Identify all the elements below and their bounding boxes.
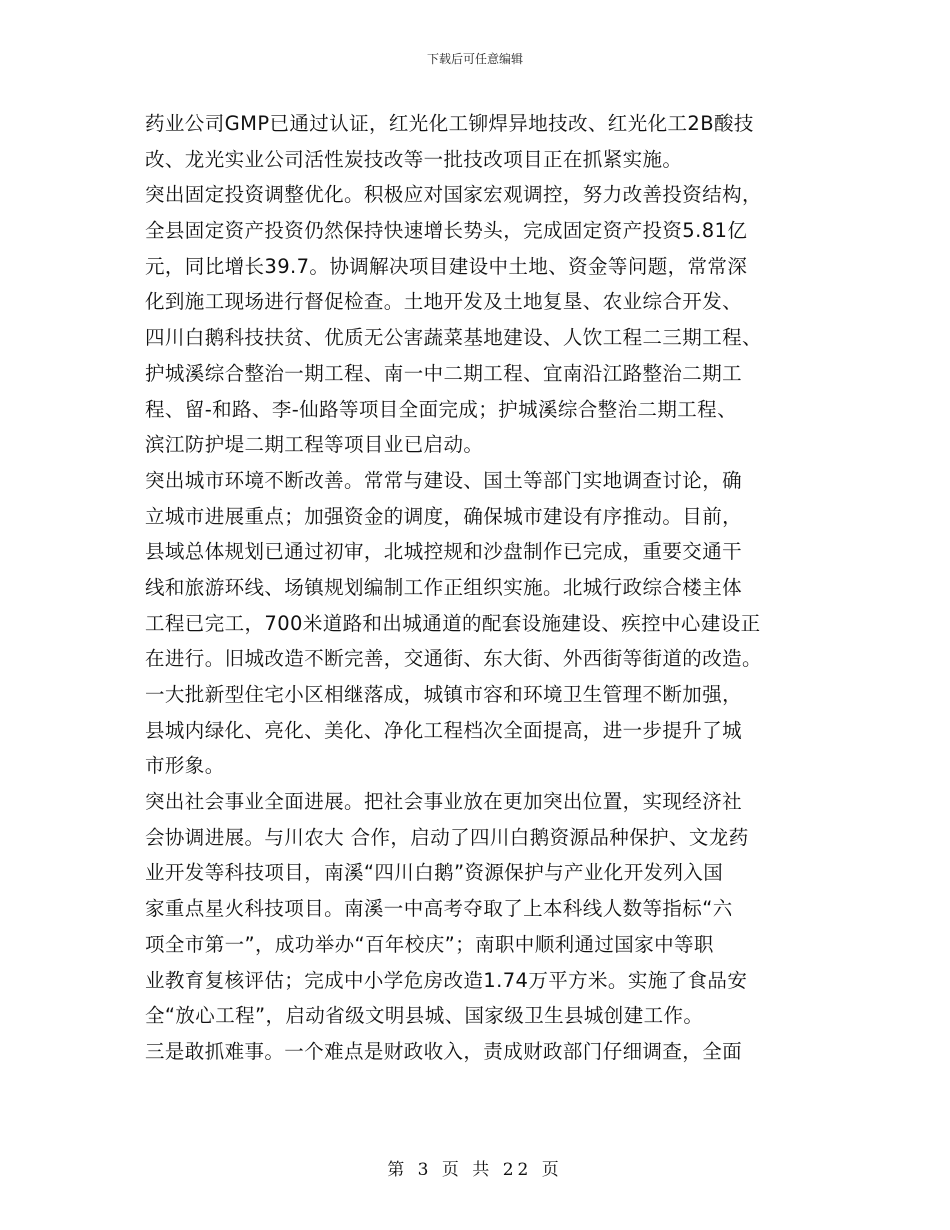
- text-line: 会协调进展。与川农大 合作，启动了四川白鹅资源品种保护、文龙药: [145, 825, 749, 849]
- page-number-footer: 第 3 页 共 22 页: [387, 1160, 563, 1180]
- text-line: 改、龙光实业公司活性炭技改等一批技改项目正在抓紧实施。: [145, 147, 683, 171]
- text-line: 在进行。旧城改造不断完善，交通街、东大街、外西街等街道的改造。: [145, 647, 762, 671]
- text-line: 药业公司GMP已通过认证，红光化工铆焊异地技改、红光化工2B酸技: [145, 112, 754, 135]
- text-line: 化到施工现场进行督促检查。土地开发及土地复垦、农业综合开发、: [145, 290, 743, 314]
- text-line: 立城市进展重点；加强资金的调度，确保城市建设有序推动。目前，: [145, 504, 743, 528]
- text-line: 全县固定资产投资仍然保持快速增长势头，完成固定资产投资5.81亿: [145, 219, 748, 243]
- text-line: 护城溪综合整治一期工程、南一中二期工程、宜南沿江路整治二期工: [145, 361, 743, 385]
- text-line: 程、留-和路、李-仙路等项目全面完成；护城溪综合整治二期工程、: [145, 397, 737, 421]
- text-line: 县域总体规划已通过初审，北城控规和沙盘制作已完成，重要交通干: [145, 540, 743, 564]
- text-line: 家重点星火科技项目。南溪一中高考夺取了上本科线人数等指标“六: [145, 897, 733, 921]
- text-line: 滨江防护堤二期工程等项目业已启动。: [145, 433, 484, 457]
- text-line: 一大批新型住宅小区相继落成，城镇市容和环境卫生管理不断加强，: [145, 683, 743, 706]
- text-line: 突出社会事业全面进展。把社会事业放在更加突出位置，实现经济社: [145, 790, 743, 814]
- text-line: 三是敢抓难事。一个难点是财政收入，责成财政部门仔细调查，全面: [145, 1039, 743, 1063]
- text-line: 县城内绿化、亮化、美化、净化工程档次全面提高，进一步提升了城: [145, 718, 743, 742]
- text-line: 业开发等科技项目，南溪“四川白鹅”资源保护与产业化开发列入国: [145, 861, 724, 885]
- text-line: 工程已完工，700米道路和出城通道的配套设施建设、疾控中心建设正: [145, 611, 761, 635]
- text-line: 线和旅游环线、场镇规划编制工作正组织实施。北城行政综合楼主体: [145, 575, 743, 599]
- text-line: 项全市第一”，成功举办“百年校庆”；南职中顺利通过国家中等职: [145, 932, 714, 956]
- text-line: 元，同比增长39.7。协调解决项目建设中土地、资金等问题，常常深: [145, 254, 748, 278]
- document-body: [145, 106, 810, 1070]
- text-line: 业教育复核评估；完成中小学危房改造1.74万平方米。实施了食品安: [145, 968, 748, 992]
- text-line: 突出固定投资调整优化。积极应对国家宏观调控，努力改善投资结构，: [145, 183, 762, 207]
- text-line: 全“放心工程”，启动省级文明县城、国家级卫生县城创建工作。: [145, 1004, 704, 1028]
- text-line: 市形象。: [145, 754, 225, 778]
- text-line: 四川白鹅科技扶贫、优质无公害蔬菜基地建设、人饮工程二三期工程、: [145, 326, 762, 350]
- page-header: 下载后可任意编辑: [426, 52, 523, 66]
- text-line: 突出城市环境不断改善。常常与建设、国土等部门实地调查讨论，确: [145, 468, 743, 492]
